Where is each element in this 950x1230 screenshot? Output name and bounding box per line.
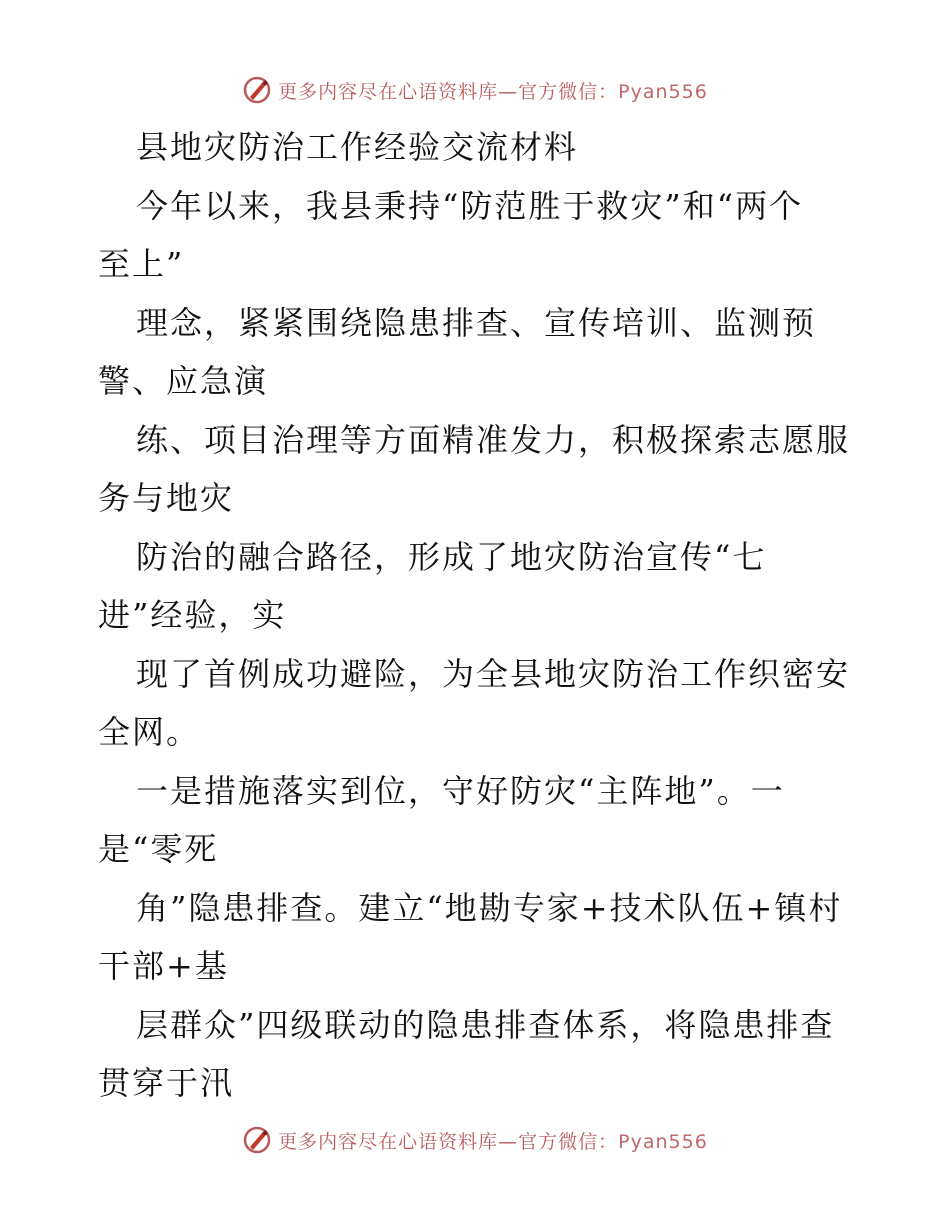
document-line: 理念，紧紧围绕隐患排查、宣传培训、监测预 <box>136 303 817 342</box>
header-watermark <box>0 70 950 110</box>
document-line: 练、项目治理等方面精准发力，积极探索志愿服 <box>136 420 851 459</box>
document-line: 是“零死 <box>98 830 219 868</box>
document-line: 贯穿于汛 <box>98 1064 235 1102</box>
document-line: 角”隐患排查。建立“地勘专家+技术队伍+镇村 <box>136 888 843 927</box>
document-line: 一是措施落实到位，守好防灾“主阵地”。一 <box>136 771 785 810</box>
pen-logo-icon <box>242 1125 272 1155</box>
pen-logo-icon <box>242 75 272 105</box>
document-line: 务与地灾 <box>98 479 235 517</box>
document-line: 防治的融合路径，形成了地灾防治宣传“七 <box>136 537 767 576</box>
document-line: 现了首例成功避险，为全县地灾防治工作织密安 <box>136 654 851 693</box>
document-line: 今年以来，我县秉持“防范胜于救灾”和“两个 <box>136 186 804 225</box>
watermark-text: 更多内容尽在心语资料库—官方微信：Pyan556 <box>278 80 708 103</box>
document-line: 进”经验，实 <box>98 596 287 634</box>
footer-watermark <box>0 1120 950 1160</box>
document-line: 县地灾防治工作经验交流材料 <box>136 128 579 166</box>
document-line: 全网。 <box>98 713 201 751</box>
document-line: 至上” <box>98 245 185 283</box>
document-line: 警、应急演 <box>98 362 269 400</box>
watermark-text: 更多内容尽在心语资料库—官方微信：Pyan556 <box>278 1130 708 1153</box>
document-line: 干部+基 <box>98 947 229 985</box>
document-body <box>98 118 858 1113</box>
document-line: 层群众”四级联动的隐患排查体系，将隐患排查 <box>136 1005 835 1044</box>
